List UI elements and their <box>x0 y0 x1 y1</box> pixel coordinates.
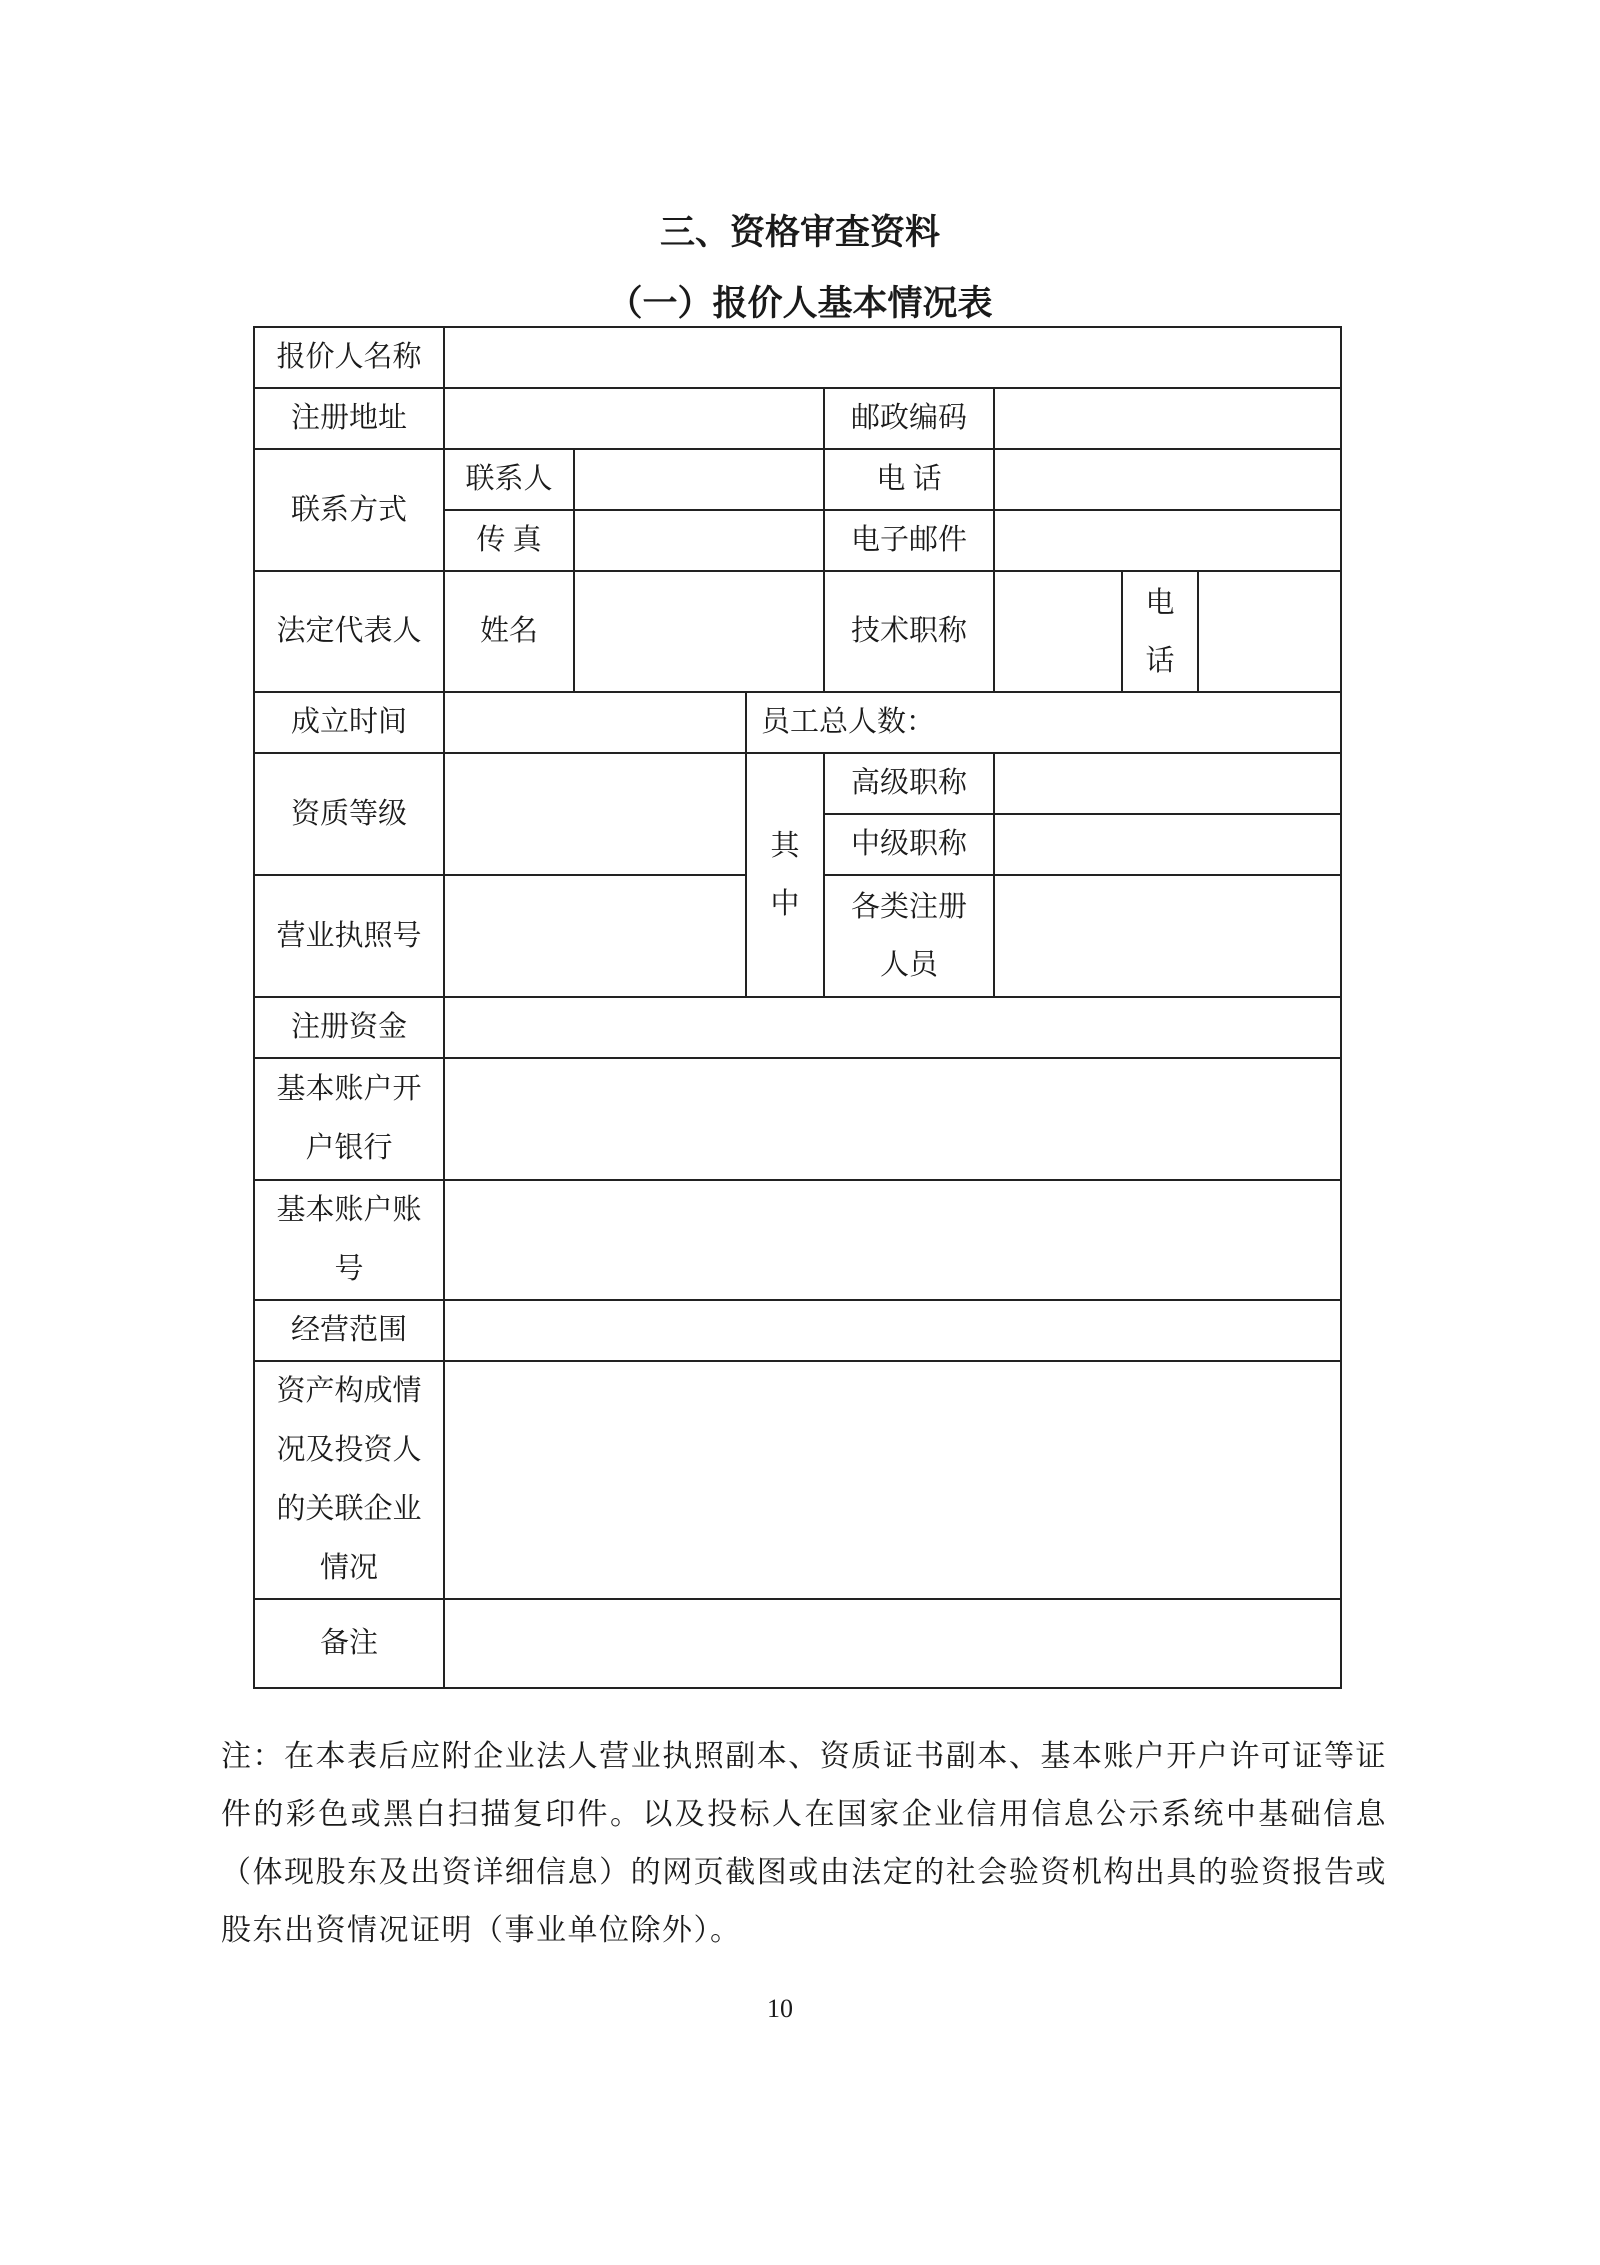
footnote: 注：在本表后应附企业法人营业执照副本、资质证书副本、基本账户开户许可证等证件的彩色或黑白扫描复印件。以及投标人在国家企业信用信息公示系统中基础信息（体现股东及出资详细信息）的网页截图或由法定的社会验资机构出具的验资报告或股东出资情况证明（事业单位除外）。 <box>221 1740 1387 1947</box>
field-middle-title[interactable] <box>994 814 1341 875</box>
field-qualification[interactable] <box>444 753 746 875</box>
label-postcode: 邮政编码 <box>824 388 994 449</box>
field-rep-phone[interactable] <box>1198 571 1341 692</box>
label-among: 其中 <box>746 753 824 997</box>
label-rep-name: 姓名 <box>444 571 574 692</box>
table-title: （一）报价人基本情况表 <box>607 284 993 323</box>
field-tech-title[interactable] <box>994 571 1122 692</box>
page-number: 10 <box>767 1994 793 2023</box>
field-registered-staff[interactable] <box>994 875 1341 997</box>
label-middle-title: 中级职称 <box>824 814 994 875</box>
label-bidder-name: 报价人名称 <box>254 327 444 388</box>
field-postcode[interactable] <box>994 388 1341 449</box>
label-staff-total: 员工总人数： <box>746 692 1341 753</box>
label-address: 注册地址 <box>254 388 444 449</box>
label-fax: 传 真 <box>444 510 574 571</box>
label-phone: 电 话 <box>824 449 994 510</box>
field-phone[interactable] <box>994 449 1341 510</box>
label-account: 基本账户账号 <box>254 1180 444 1300</box>
section-heading: 三、资格审查资料 <box>659 213 940 252</box>
field-assets[interactable] <box>444 1361 1341 1599</box>
label-scope: 经营范围 <box>254 1300 444 1361</box>
label-assets: 资产构成情况及投资人的关联企业情况 <box>254 1361 444 1599</box>
field-remarks[interactable] <box>444 1599 1341 1688</box>
field-bidder-name[interactable] <box>444 327 1341 388</box>
field-founded[interactable] <box>444 692 746 753</box>
label-tech-title: 技术职称 <box>824 571 994 692</box>
field-rep-name[interactable] <box>574 571 824 692</box>
field-fax[interactable] <box>574 510 824 571</box>
label-rep-phone: 电话 <box>1122 571 1198 692</box>
label-legal-rep: 法定代表人 <box>254 571 444 692</box>
label-capital: 注册资金 <box>254 997 444 1058</box>
label-registered-staff: 各类注册人员 <box>824 875 994 997</box>
field-address[interactable] <box>444 388 824 449</box>
label-email: 电子邮件 <box>824 510 994 571</box>
label-remarks: 备注 <box>254 1599 444 1688</box>
label-bank: 基本账户开户银行 <box>254 1058 444 1180</box>
field-email[interactable] <box>994 510 1341 571</box>
field-contact-person[interactable] <box>574 449 824 510</box>
field-account[interactable] <box>444 1180 1341 1300</box>
field-license-no[interactable] <box>444 875 746 997</box>
field-senior-title[interactable] <box>994 753 1341 814</box>
bidder-info-table <box>253 326 1342 1689</box>
field-capital[interactable] <box>444 997 1341 1058</box>
field-bank[interactable] <box>444 1058 1341 1180</box>
label-license-no: 营业执照号 <box>254 875 444 997</box>
label-contact-person: 联系人 <box>444 449 574 510</box>
label-contact: 联系方式 <box>254 449 444 571</box>
field-scope[interactable] <box>444 1300 1341 1361</box>
label-qualification: 资质等级 <box>254 753 444 875</box>
label-senior-title: 高级职称 <box>824 753 994 814</box>
label-founded: 成立时间 <box>254 692 444 753</box>
